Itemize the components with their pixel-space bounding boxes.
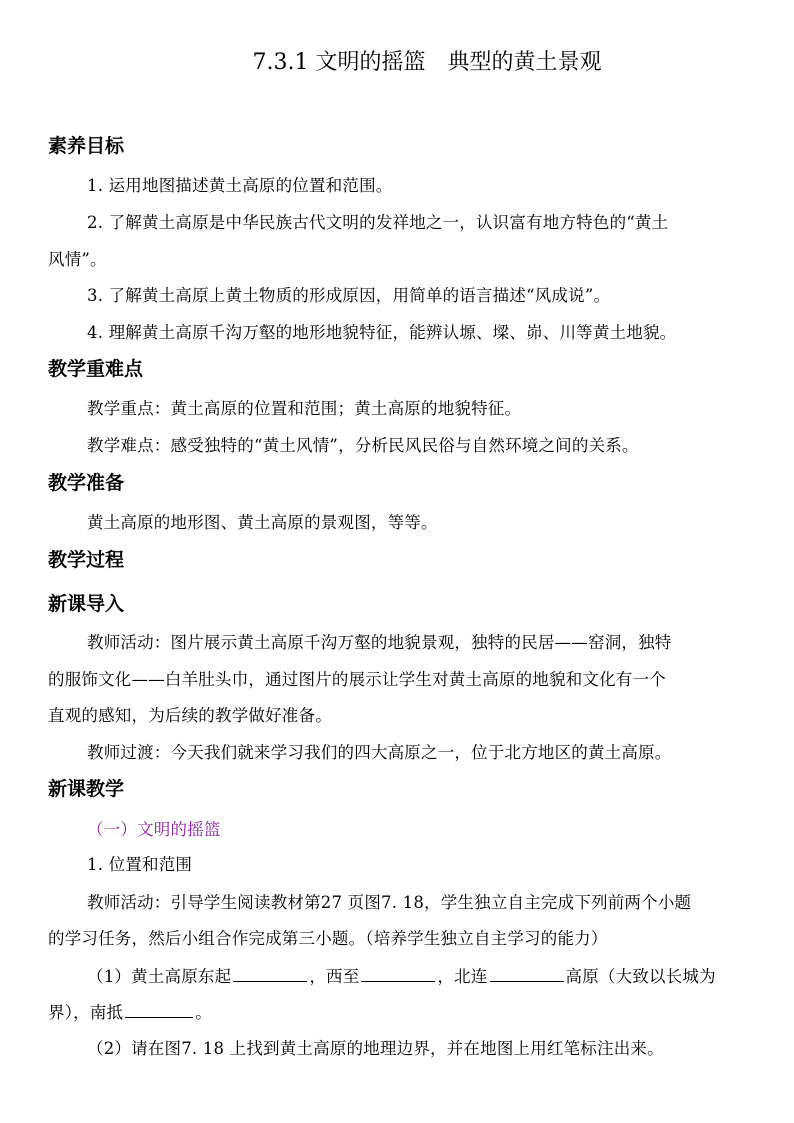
intro-activity-line2: 的服饰文化——白羊肚头巾，通过图片的展示让学生对黄土高原的地貌和文化有一个 [48, 670, 666, 689]
question-1-line1 [87, 963, 747, 990]
blank-north[interactable] [490, 963, 564, 982]
q1-text-c: ，北连 [437, 967, 488, 986]
goal-item-1: 1. 运用地图描述黄土高原的位置和范围。 [87, 176, 393, 195]
question-1-line2 [48, 999, 748, 1026]
q1-text-f: 。 [195, 1003, 212, 1022]
goals-heading: 素养目标 [48, 135, 125, 157]
intro-activity-line1: 教师活动：图片展示黄土高原千沟万壑的地貌景观，独特的民居——窑洞，独特 [87, 633, 672, 652]
preparation-text: 黄土高原的地形图、黄土高原的景观图，等等。 [87, 513, 438, 532]
blank-east[interactable] [233, 963, 307, 982]
teaching-point-1: 1. 位置和范围 [87, 855, 193, 874]
key-points-heading: 教学重难点 [48, 358, 144, 380]
teaching-heading: 新课教学 [48, 778, 125, 800]
q1-text-e: 界），南抵 [48, 1003, 124, 1022]
blank-south[interactable] [125, 999, 193, 1018]
intro-heading: 新课导入 [48, 593, 125, 615]
preparation-heading: 教学准备 [48, 472, 125, 494]
q1-text-b: ，西至 [309, 967, 360, 986]
process-heading: 教学过程 [48, 549, 125, 571]
teaching-difficulty: 教学难点：感受独特的“黄土风情”，分析民风民俗与自然环境之间的关系。 [87, 436, 639, 455]
teaching-focus: 教学重点：黄土高原的位置和范围；黄土高原的地貌特征。 [87, 399, 522, 418]
question-2: （2）请在图7. 18 上找到黄土高原的地理边界，并在地图上用红笔标注出来。 [87, 1039, 664, 1058]
teaching-activity-line2: 的学习任务，然后小组合作完成第三小题。（培养学生独立自主学习的能力） [48, 929, 608, 948]
teaching-subheading: （一）文明的摇篮 [87, 820, 221, 839]
page-title: 7.3.1 文明的摇篮 典型的黄土景观 [252, 50, 602, 75]
goal-item-4: 4. 理解黄土高原千沟万壑的地形地貌特征，能辨认塬、墚、峁、川等黄土地貌。 [87, 323, 677, 342]
intro-activity-line3: 直观的感知，为后续的教学做好准备。 [48, 706, 332, 725]
blank-west[interactable] [361, 963, 435, 982]
goal-item-3: 3. 了解黄土高原上黄土物质的形成原因，用简单的语言描述“风成说”。 [87, 286, 611, 305]
goal-item-2-line2: 风情”。 [48, 250, 107, 269]
teaching-activity-line1: 教师活动：引导学生阅读教材第27 页图7. 18，学生独立自主完成下列前两个小题 [87, 893, 692, 912]
goal-item-2-line1: 2. 了解黄土高原是中华民族古代文明的发祥地之一，认识富有地方特色的“黄土 [87, 213, 669, 232]
q1-text-d: 高原（大致以长城为 [565, 967, 716, 986]
intro-transition: 教师过渡：今天我们就来学习我们的四大高原之一，位于北方地区的黄土高原。 [87, 743, 672, 762]
q1-text-a: （1）黄土高原东起 [87, 967, 232, 986]
